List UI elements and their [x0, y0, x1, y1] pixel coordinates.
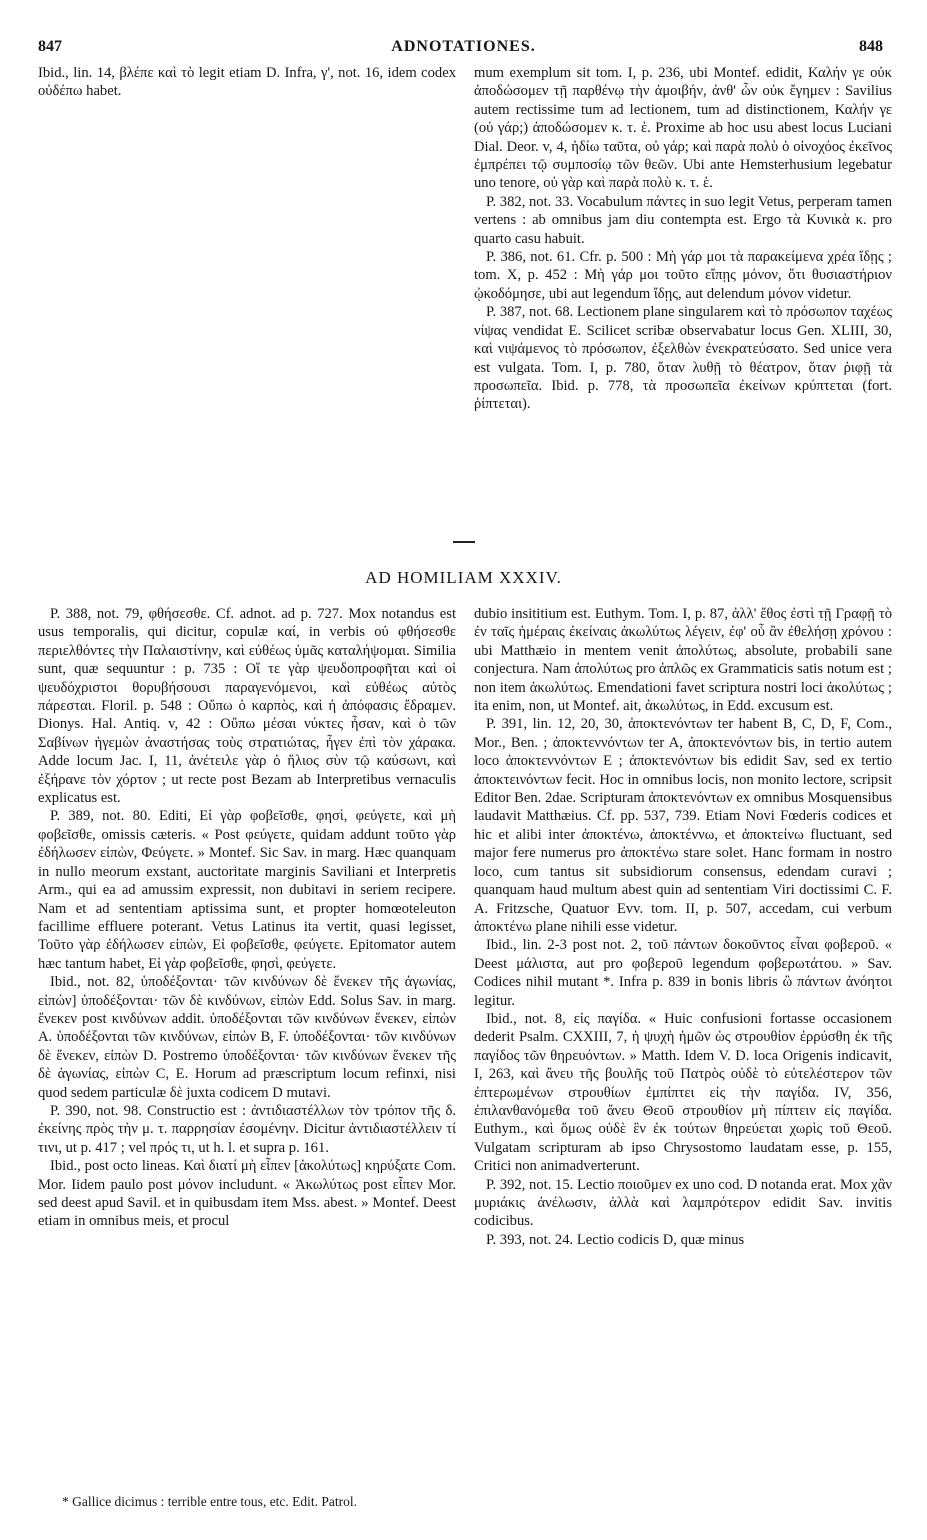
paragraph: P. 391, lin. 12, 20, 30, ἀποκτενόντων ter habent B, C, D, F, Com., Mor., Ben. ; ἀποκτεννόντων ter A, ἀποκτενόντων bis, in tertio autem loco ἀποκτεννόντων E ; ἀποκτενόντων bis edidit Sav, sed ex tertio ἀποκτεινόντων fecit. Hoc in omnibus locis, non monito lectore, scripsit Editor Ben. 2dae. Scripturam ἀποκτενόντων ex omnibus Mosquensibus laudavit Matthæius. Cf. pp. 537, 739. Etiam Novi Fœderis codices et hic et alibi inter ἀποκτένω, ἀποκτέννω, et ἀποκτείνω fluctuant, sed major fere numerus pro ἀποκτένω stare solet. Hanc formam in nostro loco, cum tantus sit subsidiorum consensus, edendam curavi ; quanquam haud multum abest quin ad sententiam Viri doctissimi C. F. A. Fritzsche, Quatuor Evv. tom. II, p. 507, accedam, cui verbum ἀποκτένω plane nihili esse videtur. — [474, 716, 892, 935]
paragraph: P. 389, not. 80. Editi, Εἰ γὰρ φοβεῖσθε, φησὶ, φεύγετε, καὶ μὴ φοβεῖσθε, omissis cæteris. « Post φεύγετε, quidam addunt τοῦτο γὰρ ἐδήλωσεν εἰπὼν, Φεύγετε. » Montef. Sic Sav. in marg. Hæc quanquam in nullo meorum exstant, auctoritate marginis Saviliani et Interpretis Arm., qui ea ad amussim expressit, non dubitavi in seriem recipere. Nam et ad sententiam aptissima sunt, et propter homœoteleuton facillime effluere poterant. Vetus Latinus ita vertit, quasi legisset, Τοῦτο γὰρ ἐδήλωσεν εἰπὼν, Εἰ φοβεῖσθε, φεύγετε. Epitomator autem hæc tantum habet, Εἰ γὰρ φοβεῖσθε, φησὶ, φεύγετε. — [38, 808, 456, 972]
paragraph: P. 390, not. 98. Constructio est : ἀντιδιαστέλλων τὸν τρόπον τῆς δ. ἐκείνης πρὸς τὴν μ. τ. παρρησίαν ἐσομένην. Dicitur ἀντιδιαστέλλειν τί τινι, ut p. 417 ; vel πρός τι, ut h. l. et supra p. 161. — [38, 1102, 456, 1156]
paragraph: P. 392, not. 15. Lectio ποιοῦμεν ex uno cod. D notanda erat. Mox χἂν μυριάκις ἀνέλωσιν, ἀλλὰ καὶ λαμπρότερον edidit Sav. invitis codicibus. — [474, 1176, 892, 1230]
footnote: * Gallice dicimus : terrible entre tous, etc. Edit. Patrol. — [62, 1494, 358, 1509]
paragraph: P. 388, not. 79, φθήσεσθε. Cf. adnot. ad p. 727. Mox notandus est usus temporalis, qui dicitur, copulæ καί, in verbis οὐ φθήσεσθε περιελθόντες τὴν Παλαιστίνην, καὶ εὐθέως ὑμᾶς καταλήψομαι. Similia sunt, quæ sequuntur : p. 735 : Οἵ τε γὰρ ψευδοπροφῆται καὶ οἱ ψευδόχριστοι θορυβήσουσι παραγενόμενοι, καὶ εὐθέως αὐτὸς πάρεσται. Floril. p. 548 : Οὔπω ὁ καρπὸς, καὶ ἡ ἀπόφασις ἔδραμεν. Dionys. Hal. Antiq. v, 42 : Οὔπω μέσαι νύκτες ἦσαν, καὶ ὁ τῶν Σαβίνων ἡγεμὼν ἀναστήσας τοὺς στρατιώτας, ἦγεν ἐπὶ τὸν χάρακα. Adde locum Jac. I, 11, ἀνέτειλε γὰρ ὁ ἥλιος σὺν τῷ καύσωνι, καὶ ἐξήρανε τὸν χόρτον ; ut recte post Bezam ab Interpretibus vernaculis explicatus est. — [38, 606, 456, 807]
page-number-left: 847 — [38, 38, 62, 55]
paragraph: Ibid., not. 8, εἰς παγίδα. « Huic confusioni fortasse occasionem dederit Psalm. CXXIII, 7, ἡ ψυχὴ ἡμῶν ὡς στρουθίον ἐρρύσθη ἐκ τῆς παγίδος τῶν θηρευόντων. » Matth. Idem V. D. loca Origenis indicavit, I, 263, καὶ ἄνευ τῆς βουλῆς τοῦ Πατρὸς οὐδὲ τὸ εὐτελέστερον τῶν ἐπτερωμένων στρουθίων ἐμπίπτει εἰς τὴν παγίδα. IV, 356, ἐπιλανθανόμεθα τοῦ ἄνευ Θεοῦ στρουθίον μὴ πίπτειν εἰς παγίδα. Euthym., καὶ ὅμως οὐδὲ ἓν ἐκ τούτων θηρεύεται χωρὶς τοῦ Θεοῦ. Vulgatam scripturam ab ipso Chrysostomo laudatam esse, p. 155, Critici non animadverterunt. — [474, 1010, 892, 1175]
page-number-right: 848 — [859, 38, 883, 55]
section-divider — [453, 541, 475, 543]
running-title: ADNOTATIONES. — [391, 38, 536, 55]
paragraph: P. 393, not. 24. Lectio codicis D, quæ minus — [486, 1231, 745, 1248]
section-heading: AD HOMILIAM XXXIV. — [365, 568, 562, 587]
bottom-left-column — [38, 605, 456, 1231]
top-left-column — [38, 64, 456, 101]
paragraph: dubio insititium est. Euthym. Tom. I, p. 87, ἀλλ' ἔθος ἐστὶ τῇ Γραφῇ τὸ ἐν ταῖς ἡμέραις ἐκείναις ἀκωλύτως λέγειν, ἐφ' οὗ ἂν ἐθελήσῃ χρόνου : ubi Matthæio in mentem venit ἀπολύτως, absolute, probabili sane conjectura. Nam ἀπολύτως pro ἁπλῶς ex Grammaticis satis notum est ; non item ἀκωλύτως. Emendationi favet scriptura nostri loci ἀκολύτως ; ita enim, non, ut Montef. ait, ἀκωλύτως, in Edd. excusum est. — [474, 606, 892, 715]
paragraph: Ibid., post octo lineas. Καὶ διατί μὴ εἶπεν [ἀκολύτως] κηρύξατε Com. Mor. Iidem paulo post μόνον includunt. « Ἀκωλύτως post εἶπεν Mor. sed deest apud Savil. et in quibusdam item Mss. abest. » Montef. Deest etiam in omnibus meis, et procul — [38, 1158, 456, 1230]
paragraph: P. 387, not. 68. Lectionem plane singularem καὶ τὸ πρόσωπον ταχέως νίψας vendidat E. Scilicet scribæ observabatur locus Gen. XLIII, 30, καὶ νιψάμενος τὸ πρόσωπον, ἐξελθὼν ἐνεκρατεύσατο. Sed unice vera est vulgata. Tom. I, p. 780, ὅταν λυθῇ τὸ θέατρον, ὅταν ῥιφῇ τὰ προσωπεῖα. Ibid. p. 778, τὰ προσωπεῖα ἐκείνων κρύπτεται (fort. ῥίπτεται). — [474, 304, 892, 413]
paragraph: Ibid., lin. 14, βλέπε καὶ τὸ legit etiam D. Infra, γ', not. 16, idem codex οὐδέπω habet. — [38, 65, 456, 100]
paragraph: P. 386, not. 61. Cfr. p. 500 : Μὴ γάρ μοι τὰ παρακείμενα χρέα ἴδῃς ; tom. X, p. 452 : Μὴ γάρ μοι τοῦτο εἴπῃς μόνον, ὅτι θυσιαστήριον ᾠκοδόμησε, ubi aut legendum ἴδῃς, aut delendum μόνον videtur. — [474, 249, 892, 302]
paragraph: mum exemplum sit tom. I, p. 236, ubi Montef. edidit, Καλήν γε οὐκ ἀποδώσομεν τῇ παρθένῳ τὴν ἀμοιβήν, ἀνθ' ὧν οὐκ ἔγημεν : Savilius autem rectissime tum ad lectionem, tum ad distinctionem, Καλήν γε (οὐ γάρ;) ἀποδώσομεν κ. τ. ἑ. Proxime ab hoc usu abest locus Luciani Dial. Deor. v, 4, ἡδίω ταῦτα, οὐ γάρ; καὶ παρὰ πολὺ ὁ οἰνοχόος ἐκεῖνος ἐμπρέπει τῷ συμποσίῳ τῶν θεῶν. Ubi ante Hemsterhusium legebatur uno tenore, οὐ γὰρ καὶ παρὰ πολὺ κ. τ. ἑ. — [474, 65, 892, 192]
paragraph: Ibid., lin. 2-3 post not. 2, τοῦ πάντων δοκοῦντος εἶναι φοβεροῦ. « Deest μάλιστα, aut pro φοβεροῦ legendum φοβερωτάτου. » Sav. Codices nihil mutant *. Infra p. 839 in bonis libris ὢ πάντων ἀνόητοι legitur. — [474, 937, 892, 1009]
bottom-right-column — [474, 605, 892, 1249]
top-right-column — [474, 64, 892, 414]
paragraph: Ibid., not. 82, ὑποδέξονται· τῶν κινδύνων δὲ ἕνεκεν τῆς ἀγωνίας, εἰπών] ὑποδέξονται· τῶν δὲ κινδύνων, εἰπὼν Edd. Solus Sav. in marg. ἕνεκεν post κινδύνων addit. ὑποδέξονται τῶν κινδύνων ἕνεκεν, εἰπὼν A. ὑποδέξονται τῶν κινδύνων, εἰπὼν B, F. ὑποδέξονται· τῶν κινδύνων δὲ ἕνεκεν, εἰπὼν D. Postremo ὑποδέξονται· τῶν κινδύνων ἕνεκεν τῆς δὲ ἀγωνίας, εἰπὼν C, E. Horum ad præscriptum locum refinxi, nisi quod sedem particulæ δὲ juxta codicem D mutavi. — [38, 974, 456, 1101]
paragraph: P. 382, not. 33. Vocabulum πάντες in suo legit Vetus, perperam tamen vertens : ab omnibus jam diu contempta est. Ergo τὰ Κυνικὰ κ. pro quarto casu habuit. — [474, 193, 892, 247]
